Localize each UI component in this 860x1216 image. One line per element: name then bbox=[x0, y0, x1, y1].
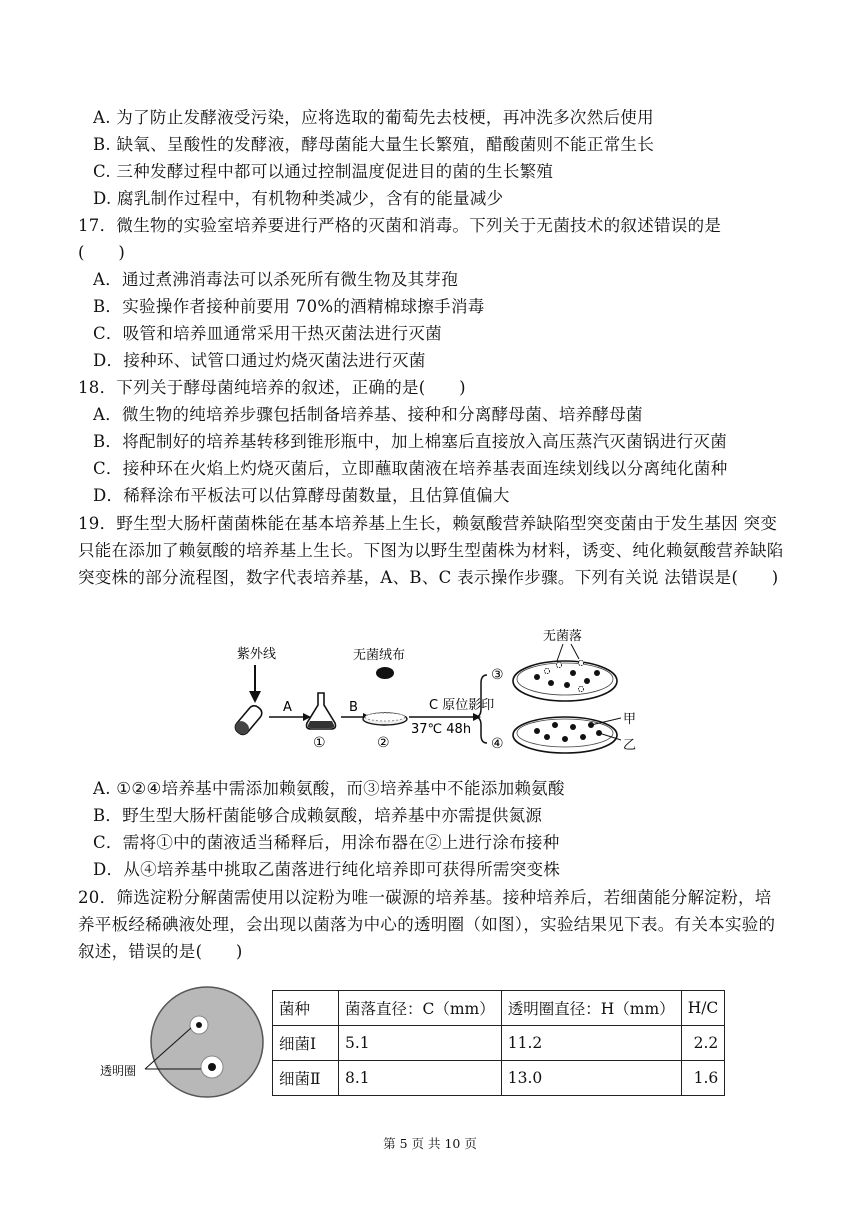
incubation-condition: 37℃ 48h bbox=[411, 722, 472, 737]
q18-option-d: D．稀释涂布平板法可以估算酵母菌数量，且估算值偏大 bbox=[93, 486, 510, 505]
header-ratio: H/C bbox=[681, 991, 725, 1026]
cell-strain: 细菌Ⅰ bbox=[273, 1026, 339, 1061]
q19-flow-diagram bbox=[225, 625, 645, 755]
header-clear-zone-diameter: 透明圈直径：H（mm） bbox=[501, 991, 681, 1026]
q19-option-d: D．从④培养基中挑取乙菌落进行纯化培养即可获得所需突变株 bbox=[93, 860, 561, 879]
step-c-label: C 原位影印 bbox=[429, 698, 495, 713]
page-footer: 第 5 页 共 10 页 bbox=[383, 1136, 477, 1151]
q16-option-c: C. 三种发酵过程中都可以通过控制温度促进目的菌的生长繁殖 bbox=[93, 162, 554, 181]
q16-option-b: B. 缺氧、呈酸性的发酵液，酵母菌能大量生长繁殖，醋酸菌则不能正常生长 bbox=[93, 135, 655, 154]
q17-option-c: C．吸管和培养皿通常采用干热灭菌法进行灭菌 bbox=[93, 324, 442, 343]
uv-label: 紫外线 bbox=[237, 647, 277, 662]
cell-clear-zone-diameter: 13.0 bbox=[501, 1061, 681, 1096]
q18-option-a: A．微生物的纯培养步骤包括制备培养基、接种和分离酵母菌、培养酵母菌 bbox=[93, 405, 643, 424]
cell-ratio: 2.2 bbox=[681, 1026, 725, 1061]
q20-stem: 20．筛选淀粉分解菌需使用以淀粉为唯一碳源的培养基。接种培养后，若细菌能分解淀粉，培养平板经稀碘液处理，会出现以菌落为中心的透明圈（如图），实验结果见下表。有关本实验的叙述，错误的是( ) bbox=[78, 888, 776, 961]
step-b-label: B bbox=[349, 700, 358, 715]
medium-4-label: ④ bbox=[491, 736, 504, 752]
q19-option-a: A. ①②④培养基中需添加赖氨酸，而③培养基中不能添加赖氨酸 bbox=[93, 779, 565, 798]
results-table bbox=[272, 990, 725, 1096]
header-colony-diameter: 菌落直径：C（mm） bbox=[339, 991, 502, 1026]
colony-1 bbox=[196, 1022, 202, 1028]
q17-option-b: B．实验操作者接种前要用 70%的酒精棉球擦手消毒 bbox=[93, 297, 485, 316]
no-colony-label: 无菌落 bbox=[543, 629, 583, 644]
uv-arrow-head bbox=[249, 691, 261, 703]
cell-clear-zone-diameter: 11.2 bbox=[501, 1026, 681, 1061]
test-tube-icon bbox=[233, 703, 264, 737]
cell-ratio: 1.6 bbox=[681, 1061, 725, 1096]
plate-3-icon bbox=[513, 660, 617, 701]
velvet-label: 无菌绒布 bbox=[353, 648, 406, 663]
q17-option-a: A．通过煮沸消毒法可以杀死所有微生物及其芽孢 bbox=[93, 270, 459, 289]
cell-strain: 细菌Ⅱ bbox=[273, 1061, 339, 1096]
velvet-pad-icon bbox=[376, 667, 394, 679]
q19-option-b: B．野生型大肠杆菌能够合成赖氨酸，培养基中亦需提供氮源 bbox=[93, 806, 543, 825]
agar-plate bbox=[151, 987, 263, 1097]
table-row bbox=[273, 1061, 725, 1096]
medium-3-label: ③ bbox=[491, 667, 504, 683]
q18-option-c: C．接种环在火焰上灼烧灭菌后，立即蘸取菌液在培养基表面连续划线以分离纯化菌种 bbox=[93, 459, 728, 478]
flask-icon bbox=[307, 693, 336, 729]
q17-stem: 17．微生物的实验室培养要进行严格的灭菌和消毒。下列关于无菌技术的叙述错误的是 bbox=[78, 216, 722, 235]
cell-colony-diameter: 8.1 bbox=[339, 1061, 502, 1096]
medium-1-label: ① bbox=[313, 735, 326, 751]
q17-option-d: D．接种环、试管口通过灼烧灭菌法进行灭菌 bbox=[93, 351, 426, 370]
q18-stem: 18．下列关于酵母菌纯培养的叙述，正确的是( ) bbox=[78, 378, 466, 397]
header-strain: 菌种 bbox=[273, 991, 339, 1026]
medium-2-label: ② bbox=[377, 735, 390, 751]
step-a-label: A bbox=[283, 700, 292, 715]
q17-answer-paren: ( ) bbox=[78, 243, 126, 262]
colony-yi-label: 乙 bbox=[623, 738, 637, 753]
q20-plate-figure bbox=[95, 985, 270, 1110]
q16-option-a: A. 为了防止发酵液受污染，应将选取的葡萄先去枝梗，再冲洗多次然后使用 bbox=[93, 108, 654, 127]
q19-option-c: C．需将①中的菌液适当稀释后，用涂布器在②上进行涂布接种 bbox=[93, 833, 560, 852]
colony-2 bbox=[208, 1063, 216, 1071]
table-row bbox=[273, 1026, 725, 1061]
cell-colony-diameter: 5.1 bbox=[339, 1026, 502, 1061]
q19-stem: 19．野生型大肠杆菌菌株能在基本培养基上生长，赖氨酸营养缺陷型突变菌由于发生基因 突变只能在添加了赖氨酸的培养基上生长。下图为以野生型菌株为材料，诱变、纯化赖氨酸营养缺陷突变株的部分流程图，数字代表培养基，A、B、C 表示操作步骤。下列有关说 法错误是( ) bbox=[78, 514, 784, 587]
q18-option-b: B．将配制好的培养基转移到锥形瓶中，加上棉塞后直接放入高压蒸汽灭菌锅进行灭菌 bbox=[93, 432, 728, 451]
colony-jia-label: 甲 bbox=[623, 712, 637, 727]
clear-zone-label: 透明圈 bbox=[100, 1064, 137, 1078]
q16-option-d: D. 腐乳制作过程中，有机物种类减少，含有的能量减少 bbox=[93, 189, 504, 208]
table-header-row bbox=[273, 991, 725, 1026]
